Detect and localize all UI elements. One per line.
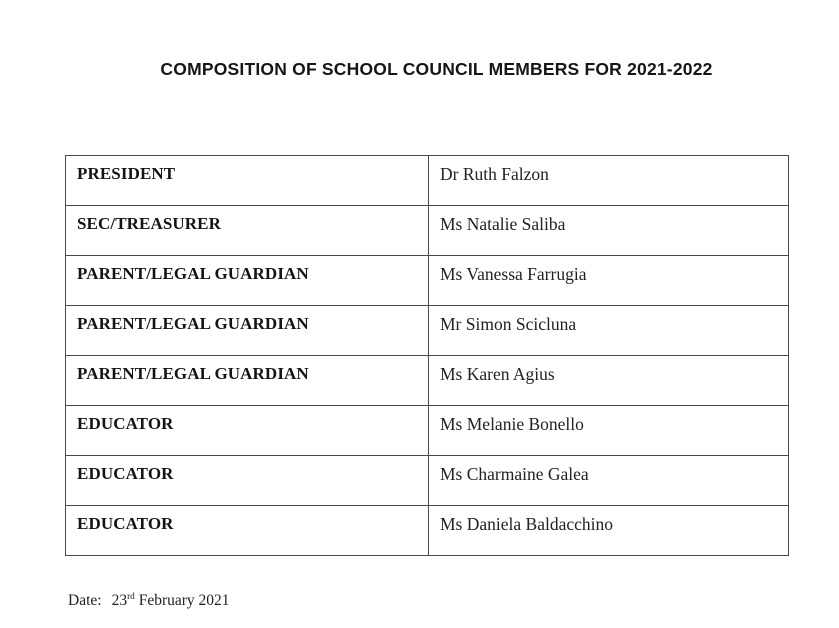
date-value [112,592,230,609]
table-row [66,256,788,306]
role-cell: PARENT/LEGAL GUARDIAN [66,356,429,405]
role-cell: PRESIDENT [66,156,429,205]
role-cell: PARENT/LEGAL GUARDIAN [66,256,429,305]
table-row [66,506,788,556]
member-name-cell: Ms Natalie Saliba [440,214,566,234]
role-cell: EDUCATOR [66,406,429,455]
table-row [66,456,788,506]
document-title: COMPOSITION OF SCHOOL COUNCIL MEMBERS FOR 2021-2022 [160,59,713,79]
member-name-cell: Ms Vanessa Farrugia [440,264,587,284]
member-name-cell: Ms Charmaine Galea [440,464,589,484]
date-label: Date: [68,592,102,609]
role-cell: SEC/TREASURER [66,206,429,255]
date-ordinal-suffix: rd [127,591,135,602]
table-row [66,306,788,356]
date-day: 23 [111,592,128,609]
role-cell: EDUCATOR [66,506,429,555]
member-name-cell: Ms Karen Agius [440,364,555,384]
role-cell: PARENT/LEGAL GUARDIAN [66,306,429,355]
date-month-year: February 2021 [134,592,230,609]
table-row [66,356,788,406]
table-row [66,206,788,256]
date-line [68,592,230,610]
member-name-cell: Dr Ruth Falzon [440,164,549,184]
role-cell: EDUCATOR [66,456,429,505]
table-row [66,156,788,206]
member-name-cell: Mr Simon Scicluna [440,314,577,334]
member-name-cell: Ms Daniela Baldacchino [440,514,614,534]
council-members-table [65,155,789,556]
table-row [66,406,788,456]
member-name-cell: Ms Melanie Bonello [440,414,584,434]
